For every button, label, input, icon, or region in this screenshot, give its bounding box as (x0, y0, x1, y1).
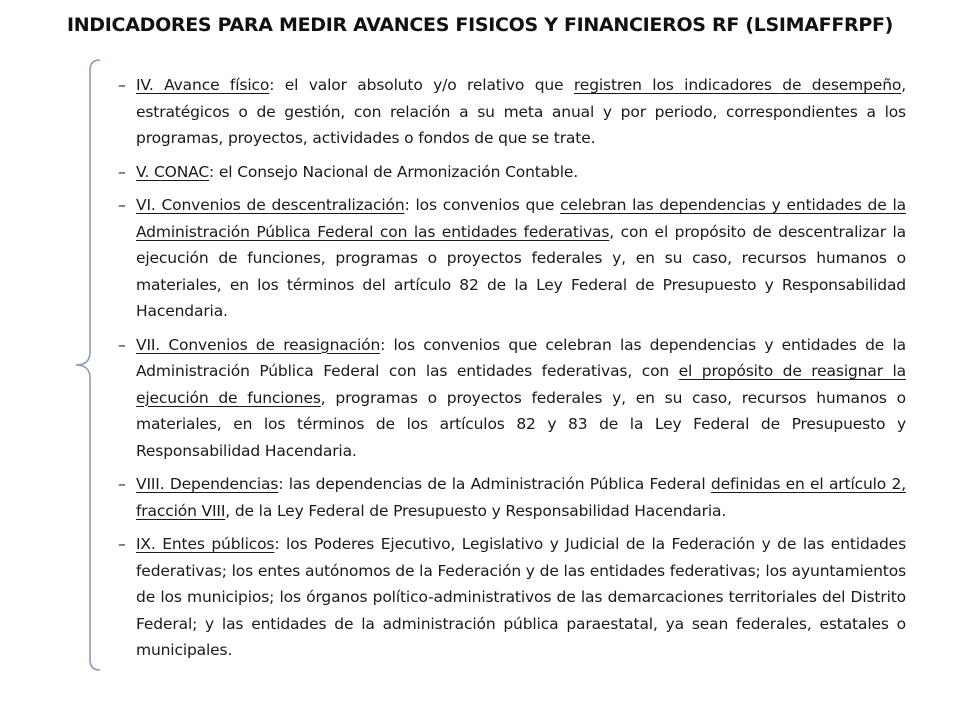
text-segment: , estratégicos o de gestión, con relación a su meta anual y por periodo, correspondientes a los programas, proyectos, actividades o fondos de que se trate. (136, 76, 906, 147)
term-label: VII. Convenios de reasignación (136, 335, 381, 354)
bullet-dash: – (118, 475, 126, 493)
bullet-dash: – (118, 162, 126, 181)
underlined-phrase: celebran las dependencias y entidades de la Administración Pública Federal con las entidades federativas (136, 196, 906, 241)
list-item (118, 332, 906, 465)
list-item (118, 72, 906, 152)
left-brace (70, 58, 110, 672)
item-text (136, 531, 906, 664)
item-text (136, 159, 906, 186)
list-item (118, 159, 906, 186)
list-item (118, 192, 906, 325)
bullet-dash: – (118, 535, 126, 553)
text-segment: : el valor absoluto y/o relativo que (269, 76, 574, 94)
item-text (136, 192, 906, 325)
term-label: V. CONAC (136, 162, 210, 181)
underlined-phrase: definidas en el artículo 2, fracción VIII (136, 475, 906, 520)
page-title: INDICADORES PARA MEDIR AVANCES FISICOS Y FINANCIEROS RF (LSIMAFFRPF) (66, 14, 894, 36)
item-text (136, 471, 906, 524)
underlined-phrase: registren los indicadores de desempeño (573, 76, 902, 94)
text-segment: : los convenios que (404, 196, 561, 214)
term-label: VI. Convenios de descentralización (136, 196, 405, 214)
text-segment: , de la Ley Federal de Presupuesto y Responsabilidad Hacendaria. (225, 501, 727, 520)
underlined-phrase: el propósito de reasignar la ejecución de funciones (136, 362, 906, 407)
term-label: IV. Avance físico (136, 76, 270, 94)
text-segment: : los convenios que celebran las dependencias y entidades de la Administración Pública Federal con las entidades federativas, con (136, 335, 906, 380)
item-text (136, 72, 906, 152)
bullet-dash: – (118, 76, 126, 94)
text-segment: : el Consejo Nacional de Armonización Contable. (209, 162, 579, 181)
item-text (136, 332, 906, 465)
list-item (118, 471, 906, 524)
term-label: IX. Entes públicos (136, 535, 275, 553)
bullet-dash: – (118, 335, 126, 354)
term-label: VIII. Dependencias (136, 475, 279, 493)
list-item (118, 531, 906, 664)
bullet-dash: – (118, 196, 126, 214)
text-segment: , con el propósito de descentralizar la ejecución de funciones, programas o proyectos federales y, en su caso, recursos humanos o materiales, en los términos del artículo 82 de la Ley Federal de Presupuesto y Responsabilidad Hacendaria. (136, 222, 907, 320)
text-segment: : las dependencias de la Administración Pública Federal (278, 475, 711, 493)
text-segment: : los Poderes Ejecutivo, Legislativo y Judicial de la Federación y de las entidades federativas; los entes autónomos de la Federación y de las entidades federativas; los ayuntamientos de los municipios; los órganos político-administrativos de las demarcaciones territoriales del Distrito Federal; y las entidades de la administración pública paraestatal, ya sean federales, estatales o municipales. (136, 535, 906, 659)
text-segment: , programas o proyectos federales y, en su caso, recursos humanos o materiales, en los términos de los artículos 82 y 83 de la Ley Federal de Presupuesto y Responsabilidad Hacendaria. (136, 388, 906, 460)
definitions-list (118, 72, 906, 671)
